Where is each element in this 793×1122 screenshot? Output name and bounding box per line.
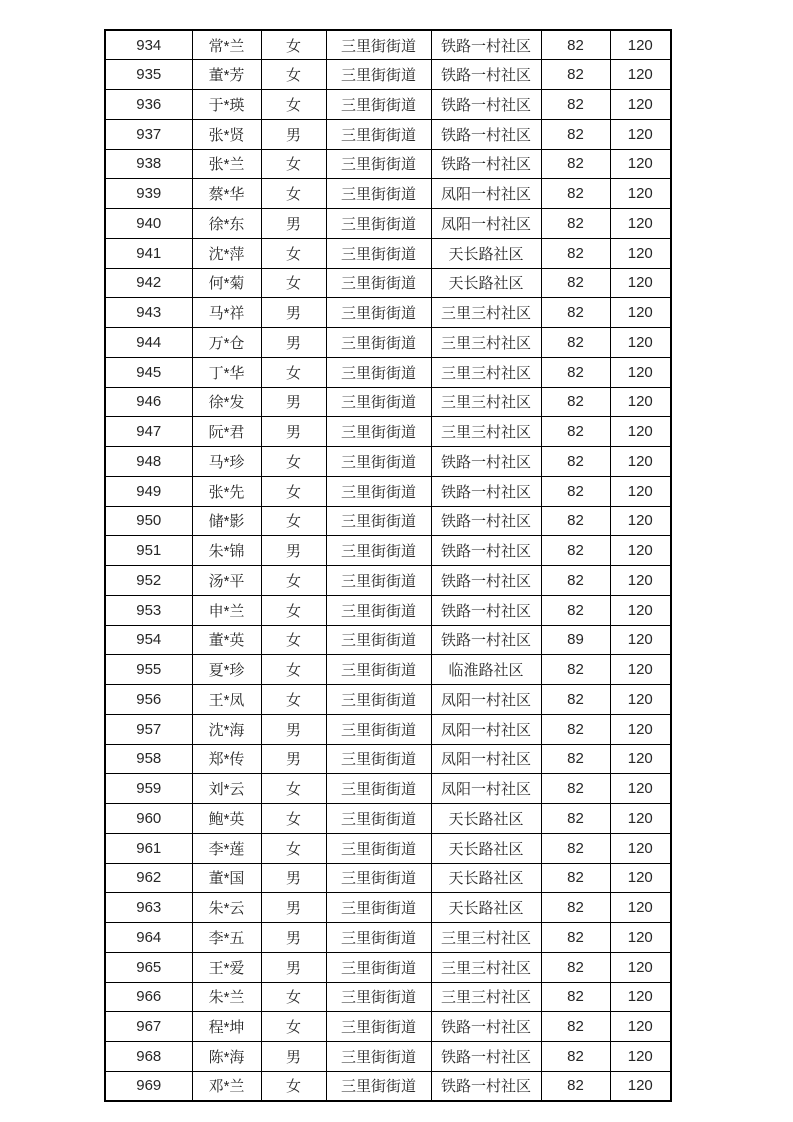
cell-payment: 120 — [610, 476, 671, 506]
cell-name: 邓*兰 — [192, 1071, 261, 1101]
cell-gender: 女 — [261, 357, 326, 387]
cell-street: 三里街街道 — [326, 833, 431, 863]
cell-serial-number: 947 — [105, 417, 192, 447]
cell-gender: 女 — [261, 1071, 326, 1101]
cell-street: 三里街街道 — [326, 863, 431, 893]
cell-serial-number: 951 — [105, 536, 192, 566]
cell-community: 铁路一村社区 — [431, 30, 541, 60]
table-row — [105, 833, 671, 863]
cell-community: 铁路一村社区 — [431, 447, 541, 477]
cell-street: 三里街街道 — [326, 952, 431, 982]
cell-street: 三里街街道 — [326, 238, 431, 268]
cell-community: 临淮路社区 — [431, 655, 541, 685]
cell-name: 储*影 — [192, 506, 261, 536]
cell-name: 朱*云 — [192, 893, 261, 923]
cell-serial-number: 952 — [105, 566, 192, 596]
cell-payment: 120 — [610, 149, 671, 179]
table-row — [105, 119, 671, 149]
cell-serial-number: 956 — [105, 685, 192, 715]
cell-serial-number: 953 — [105, 595, 192, 625]
table-row — [105, 447, 671, 477]
cell-serial-number: 962 — [105, 863, 192, 893]
cell-name: 董*芳 — [192, 60, 261, 90]
cell-name: 常*兰 — [192, 30, 261, 60]
cell-community: 天长路社区 — [431, 804, 541, 834]
cell-score: 82 — [541, 714, 610, 744]
table-row — [105, 893, 671, 923]
cell-serial-number: 954 — [105, 625, 192, 655]
cell-name: 鲍*英 — [192, 804, 261, 834]
cell-community: 天长路社区 — [431, 268, 541, 298]
cell-community: 铁路一村社区 — [431, 1042, 541, 1072]
cell-community: 凤阳一村社区 — [431, 209, 541, 239]
cell-serial-number: 969 — [105, 1071, 192, 1101]
cell-name: 刘*云 — [192, 774, 261, 804]
cell-payment: 120 — [610, 417, 671, 447]
cell-score: 82 — [541, 774, 610, 804]
cell-street: 三里街街道 — [326, 387, 431, 417]
cell-street: 三里街街道 — [326, 566, 431, 596]
cell-payment: 120 — [610, 566, 671, 596]
table-row — [105, 387, 671, 417]
cell-name: 阮*君 — [192, 417, 261, 447]
cell-score: 82 — [541, 952, 610, 982]
table-row — [105, 357, 671, 387]
cell-score: 82 — [541, 863, 610, 893]
cell-score: 82 — [541, 417, 610, 447]
cell-gender: 男 — [261, 328, 326, 358]
cell-community: 铁路一村社区 — [431, 625, 541, 655]
cell-name: 张*贤 — [192, 119, 261, 149]
cell-street: 三里街街道 — [326, 982, 431, 1012]
cell-street: 三里街街道 — [326, 655, 431, 685]
cell-community: 铁路一村社区 — [431, 90, 541, 120]
cell-gender: 女 — [261, 506, 326, 536]
cell-payment: 120 — [610, 1042, 671, 1072]
cell-score: 82 — [541, 655, 610, 685]
table-body — [105, 30, 671, 1101]
cell-gender: 女 — [261, 447, 326, 477]
table-row — [105, 268, 671, 298]
cell-payment: 120 — [610, 655, 671, 685]
cell-community: 铁路一村社区 — [431, 1012, 541, 1042]
cell-gender: 女 — [261, 833, 326, 863]
cell-name: 丁*华 — [192, 357, 261, 387]
cell-street: 三里街街道 — [326, 298, 431, 328]
cell-name: 汤*平 — [192, 566, 261, 596]
cell-street: 三里街街道 — [326, 536, 431, 566]
cell-serial-number: 955 — [105, 655, 192, 685]
cell-street: 三里街街道 — [326, 923, 431, 953]
cell-payment: 120 — [610, 536, 671, 566]
cell-payment: 120 — [610, 714, 671, 744]
table-row — [105, 714, 671, 744]
cell-payment: 120 — [610, 30, 671, 60]
cell-gender: 女 — [261, 179, 326, 209]
cell-score: 82 — [541, 387, 610, 417]
cell-gender: 男 — [261, 417, 326, 447]
cell-score: 82 — [541, 328, 610, 358]
cell-serial-number: 939 — [105, 179, 192, 209]
table-row — [105, 60, 671, 90]
cell-street: 三里街街道 — [326, 685, 431, 715]
cell-score: 82 — [541, 804, 610, 834]
cell-community: 铁路一村社区 — [431, 476, 541, 506]
cell-serial-number: 966 — [105, 982, 192, 1012]
cell-score: 82 — [541, 893, 610, 923]
table-row — [105, 1042, 671, 1072]
cell-name: 万*仓 — [192, 328, 261, 358]
cell-serial-number: 936 — [105, 90, 192, 120]
cell-payment: 120 — [610, 298, 671, 328]
cell-street: 三里街街道 — [326, 476, 431, 506]
cell-community: 凤阳一村社区 — [431, 685, 541, 715]
cell-score: 82 — [541, 536, 610, 566]
table-row — [105, 328, 671, 358]
cell-payment: 120 — [610, 179, 671, 209]
cell-payment: 120 — [610, 595, 671, 625]
cell-gender: 女 — [261, 30, 326, 60]
cell-name: 张*先 — [192, 476, 261, 506]
cell-gender: 男 — [261, 952, 326, 982]
cell-payment: 120 — [610, 863, 671, 893]
cell-name: 沈*海 — [192, 714, 261, 744]
cell-street: 三里街街道 — [326, 1012, 431, 1042]
table-row — [105, 685, 671, 715]
cell-gender: 女 — [261, 685, 326, 715]
cell-payment: 120 — [610, 387, 671, 417]
cell-payment: 120 — [610, 209, 671, 239]
cell-serial-number: 938 — [105, 149, 192, 179]
cell-gender: 女 — [261, 566, 326, 596]
cell-street: 三里街街道 — [326, 1042, 431, 1072]
cell-score: 82 — [541, 1071, 610, 1101]
cell-payment: 120 — [610, 833, 671, 863]
cell-score: 82 — [541, 447, 610, 477]
table-row — [105, 744, 671, 774]
cell-payment: 120 — [610, 268, 671, 298]
cell-payment: 120 — [610, 90, 671, 120]
cell-community: 三里三村社区 — [431, 952, 541, 982]
table-row — [105, 90, 671, 120]
cell-score: 82 — [541, 566, 610, 596]
cell-name: 申*兰 — [192, 595, 261, 625]
cell-serial-number: 937 — [105, 119, 192, 149]
cell-gender: 女 — [261, 774, 326, 804]
cell-serial-number: 949 — [105, 476, 192, 506]
cell-score: 82 — [541, 476, 610, 506]
cell-payment: 120 — [610, 893, 671, 923]
cell-gender: 女 — [261, 982, 326, 1012]
cell-serial-number: 944 — [105, 328, 192, 358]
cell-gender: 女 — [261, 595, 326, 625]
cell-serial-number: 965 — [105, 952, 192, 982]
cell-payment: 120 — [610, 60, 671, 90]
table-row — [105, 804, 671, 834]
table-row — [105, 952, 671, 982]
cell-serial-number: 945 — [105, 357, 192, 387]
cell-gender: 女 — [261, 655, 326, 685]
cell-street: 三里街街道 — [326, 506, 431, 536]
table-row — [105, 30, 671, 60]
cell-gender: 女 — [261, 476, 326, 506]
cell-serial-number: 942 — [105, 268, 192, 298]
table-row — [105, 476, 671, 506]
cell-name: 马*珍 — [192, 447, 261, 477]
cell-score: 82 — [541, 90, 610, 120]
cell-payment: 120 — [610, 804, 671, 834]
cell-serial-number: 957 — [105, 714, 192, 744]
table-row — [105, 1012, 671, 1042]
cell-gender: 女 — [261, 238, 326, 268]
cell-name: 朱*锦 — [192, 536, 261, 566]
cell-community: 铁路一村社区 — [431, 506, 541, 536]
cell-payment: 120 — [610, 1012, 671, 1042]
cell-community: 铁路一村社区 — [431, 536, 541, 566]
cell-name: 徐*东 — [192, 209, 261, 239]
table-row — [105, 298, 671, 328]
resident-roster-table — [104, 29, 672, 1102]
cell-serial-number: 959 — [105, 774, 192, 804]
cell-serial-number: 941 — [105, 238, 192, 268]
cell-name: 王*凤 — [192, 685, 261, 715]
cell-payment: 120 — [610, 447, 671, 477]
cell-gender: 男 — [261, 209, 326, 239]
cell-street: 三里街街道 — [326, 447, 431, 477]
cell-street: 三里街街道 — [326, 595, 431, 625]
cell-payment: 120 — [610, 744, 671, 774]
cell-community: 三里三村社区 — [431, 923, 541, 953]
cell-serial-number: 961 — [105, 833, 192, 863]
cell-score: 82 — [541, 1042, 610, 1072]
cell-gender: 女 — [261, 60, 326, 90]
cell-street: 三里街街道 — [326, 744, 431, 774]
cell-street: 三里街街道 — [326, 209, 431, 239]
cell-serial-number: 940 — [105, 209, 192, 239]
cell-score: 82 — [541, 119, 610, 149]
cell-community: 三里三村社区 — [431, 298, 541, 328]
cell-community: 铁路一村社区 — [431, 595, 541, 625]
cell-gender: 女 — [261, 1012, 326, 1042]
cell-score: 82 — [541, 506, 610, 536]
cell-name: 王*爱 — [192, 952, 261, 982]
cell-community: 铁路一村社区 — [431, 149, 541, 179]
cell-community: 铁路一村社区 — [431, 566, 541, 596]
table-row — [105, 1071, 671, 1101]
cell-payment: 120 — [610, 357, 671, 387]
cell-payment: 120 — [610, 952, 671, 982]
cell-serial-number: 958 — [105, 744, 192, 774]
cell-gender: 女 — [261, 149, 326, 179]
table-row — [105, 625, 671, 655]
table-row — [105, 536, 671, 566]
cell-payment: 120 — [610, 328, 671, 358]
cell-street: 三里街街道 — [326, 60, 431, 90]
cell-community: 凤阳一村社区 — [431, 714, 541, 744]
cell-name: 张*兰 — [192, 149, 261, 179]
cell-name: 董*国 — [192, 863, 261, 893]
cell-name: 陈*海 — [192, 1042, 261, 1072]
cell-name: 董*英 — [192, 625, 261, 655]
cell-score: 82 — [541, 209, 610, 239]
cell-score: 82 — [541, 30, 610, 60]
cell-name: 夏*珍 — [192, 655, 261, 685]
cell-name: 郑*传 — [192, 744, 261, 774]
cell-street: 三里街街道 — [326, 268, 431, 298]
table-row — [105, 506, 671, 536]
cell-community: 凤阳一村社区 — [431, 774, 541, 804]
cell-serial-number: 960 — [105, 804, 192, 834]
cell-street: 三里街街道 — [326, 714, 431, 744]
table-row — [105, 982, 671, 1012]
cell-score: 82 — [541, 149, 610, 179]
cell-score: 82 — [541, 357, 610, 387]
cell-payment: 120 — [610, 625, 671, 655]
cell-score: 82 — [541, 268, 610, 298]
cell-gender: 女 — [261, 268, 326, 298]
cell-score: 82 — [541, 833, 610, 863]
cell-serial-number: 964 — [105, 923, 192, 953]
cell-payment: 120 — [610, 982, 671, 1012]
cell-score: 82 — [541, 60, 610, 90]
cell-street: 三里街街道 — [326, 804, 431, 834]
cell-gender: 女 — [261, 804, 326, 834]
cell-street: 三里街街道 — [326, 774, 431, 804]
cell-street: 三里街街道 — [326, 179, 431, 209]
cell-street: 三里街街道 — [326, 30, 431, 60]
cell-community: 铁路一村社区 — [431, 60, 541, 90]
cell-serial-number: 967 — [105, 1012, 192, 1042]
cell-community: 铁路一村社区 — [431, 1071, 541, 1101]
cell-serial-number: 950 — [105, 506, 192, 536]
cell-serial-number: 968 — [105, 1042, 192, 1072]
cell-score: 82 — [541, 1012, 610, 1042]
cell-serial-number: 934 — [105, 30, 192, 60]
cell-street: 三里街街道 — [326, 119, 431, 149]
cell-payment: 120 — [610, 774, 671, 804]
cell-payment: 120 — [610, 923, 671, 953]
cell-gender: 男 — [261, 536, 326, 566]
cell-community: 三里三村社区 — [431, 357, 541, 387]
cell-street: 三里街街道 — [326, 90, 431, 120]
cell-name: 朱*兰 — [192, 982, 261, 1012]
cell-gender: 男 — [261, 863, 326, 893]
cell-payment: 120 — [610, 238, 671, 268]
cell-payment: 120 — [610, 685, 671, 715]
cell-payment: 120 — [610, 506, 671, 536]
cell-name: 李*五 — [192, 923, 261, 953]
cell-score: 82 — [541, 238, 610, 268]
cell-serial-number: 963 — [105, 893, 192, 923]
cell-community: 三里三村社区 — [431, 387, 541, 417]
cell-community: 天长路社区 — [431, 863, 541, 893]
table-row — [105, 595, 671, 625]
cell-name: 李*莲 — [192, 833, 261, 863]
cell-gender: 女 — [261, 625, 326, 655]
table-row — [105, 209, 671, 239]
table-row — [105, 863, 671, 893]
cell-score: 82 — [541, 685, 610, 715]
table-row — [105, 149, 671, 179]
table-row — [105, 774, 671, 804]
cell-community: 凤阳一村社区 — [431, 744, 541, 774]
cell-name: 徐*发 — [192, 387, 261, 417]
cell-gender: 男 — [261, 119, 326, 149]
cell-name: 蔡*华 — [192, 179, 261, 209]
cell-score: 82 — [541, 744, 610, 774]
cell-community: 三里三村社区 — [431, 417, 541, 447]
cell-street: 三里街街道 — [326, 149, 431, 179]
cell-gender: 男 — [261, 298, 326, 328]
cell-gender: 男 — [261, 923, 326, 953]
cell-score: 89 — [541, 625, 610, 655]
cell-serial-number: 935 — [105, 60, 192, 90]
cell-street: 三里街街道 — [326, 328, 431, 358]
cell-gender: 男 — [261, 387, 326, 417]
cell-community: 天长路社区 — [431, 238, 541, 268]
cell-serial-number: 946 — [105, 387, 192, 417]
cell-community: 天长路社区 — [431, 833, 541, 863]
cell-score: 82 — [541, 595, 610, 625]
cell-payment: 120 — [610, 1071, 671, 1101]
cell-community: 天长路社区 — [431, 893, 541, 923]
cell-name: 于*瑛 — [192, 90, 261, 120]
table-row — [105, 417, 671, 447]
table-row — [105, 655, 671, 685]
cell-score: 82 — [541, 298, 610, 328]
cell-community: 铁路一村社区 — [431, 119, 541, 149]
cell-gender: 男 — [261, 1042, 326, 1072]
cell-name: 程*坤 — [192, 1012, 261, 1042]
table-row — [105, 179, 671, 209]
table-row — [105, 238, 671, 268]
cell-score: 82 — [541, 923, 610, 953]
cell-gender: 男 — [261, 714, 326, 744]
cell-community: 三里三村社区 — [431, 982, 541, 1012]
cell-street: 三里街街道 — [326, 625, 431, 655]
cell-street: 三里街街道 — [326, 417, 431, 447]
cell-street: 三里街街道 — [326, 357, 431, 387]
cell-score: 82 — [541, 982, 610, 1012]
cell-name: 何*菊 — [192, 268, 261, 298]
cell-street: 三里街街道 — [326, 1071, 431, 1101]
cell-payment: 120 — [610, 119, 671, 149]
cell-community: 三里三村社区 — [431, 328, 541, 358]
cell-gender: 女 — [261, 90, 326, 120]
cell-gender: 男 — [261, 893, 326, 923]
cell-serial-number: 948 — [105, 447, 192, 477]
cell-street: 三里街街道 — [326, 893, 431, 923]
table-row — [105, 923, 671, 953]
table-row — [105, 566, 671, 596]
cell-name: 马*祥 — [192, 298, 261, 328]
cell-community: 凤阳一村社区 — [431, 179, 541, 209]
cell-name: 沈*萍 — [192, 238, 261, 268]
cell-score: 82 — [541, 179, 610, 209]
cell-serial-number: 943 — [105, 298, 192, 328]
cell-gender: 男 — [261, 744, 326, 774]
